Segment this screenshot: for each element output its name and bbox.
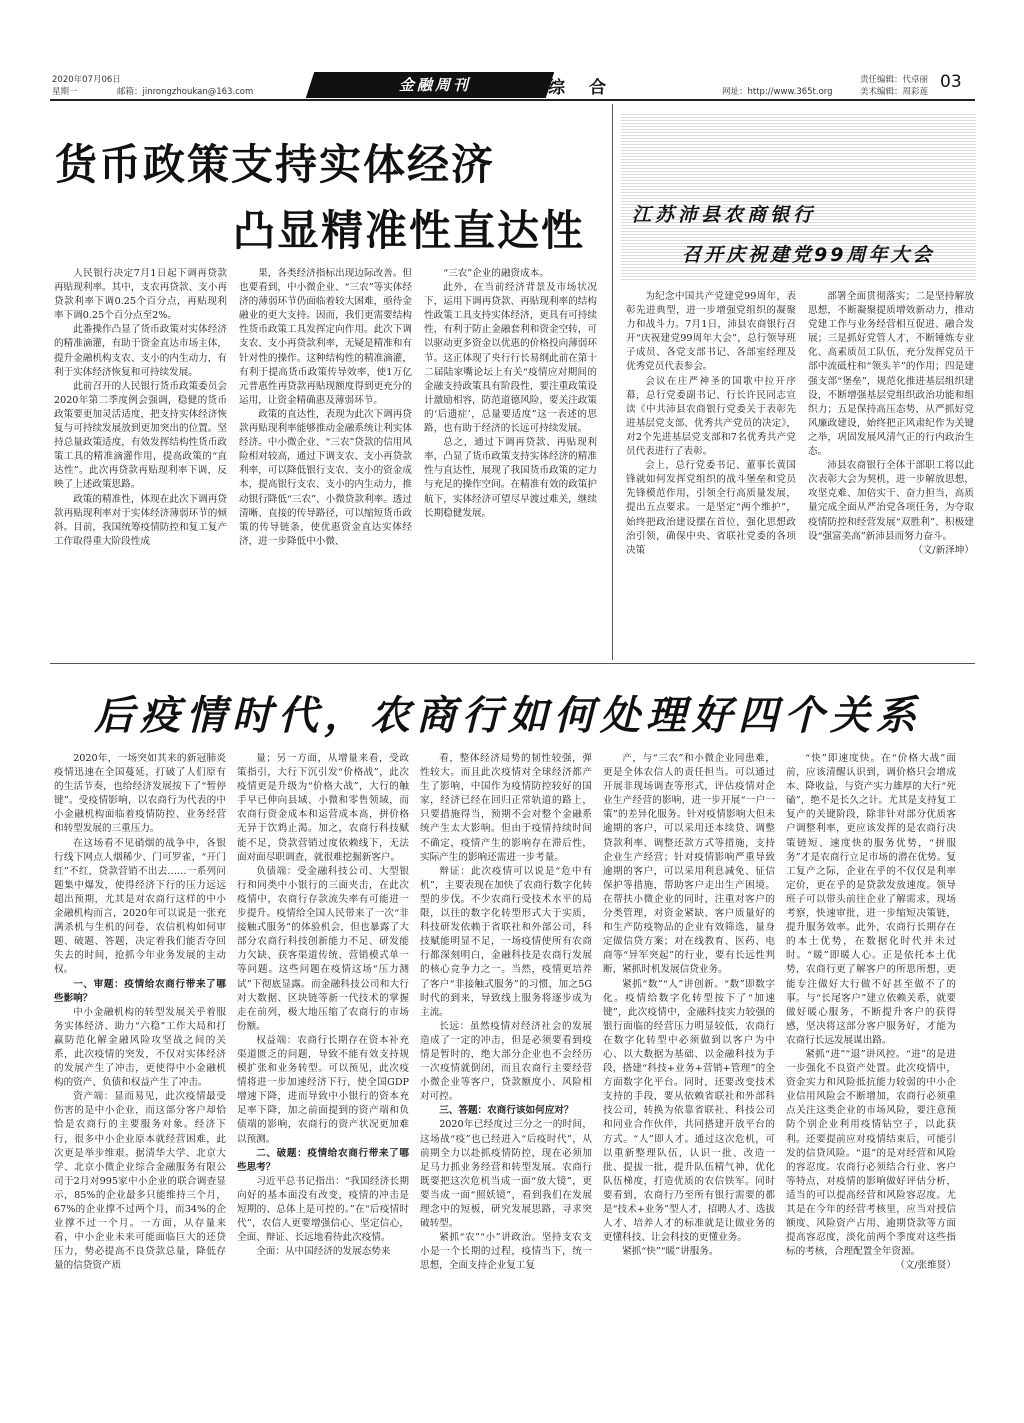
paragraph: “三农”企业的融资成本。: [443, 268, 549, 279]
paragraph: 在这场看不见硝烟的战争中，各银行线下网点人烟稀少、门可罗雀，“开门红”不红，贷款营销不出去……一系列问题集中爆发，使得经济下行的压力远远超出预期，尤其是对农商行这样的中小金融机构而言，2020年可以说是一张充满杀机与生机的问卷，农信机构如何审题、破题、答题，决定着我们能否夺回失去的时间，抢抓今年业务发展的主动权。: [54, 837, 226, 976]
article1-title-line2: 凸显精准性直达性: [233, 206, 586, 255]
paragraph: 总之，通过下调再贷款、再贴现利率，凸显了货币政策支持实体经济的精准性与直达性，展现了我国货币政策的定力与充足的操作空间。在精准有效的政策护航下，实体经济可望尽早渡过难关，继续长期稳健发展。: [424, 437, 597, 519]
section-subheading: 一、审题：疫情给农商行带来了哪些影响？: [54, 978, 226, 1004]
header-email: 邮箱：jinrongzhoukan@163.com: [117, 87, 254, 97]
masthead-title: 金融周刊: [398, 76, 471, 94]
paragraph: 2020年已经度过三分之一的时间，这场战“疫”也已经进入“后疫时代”，从前期全力以赴抓疫情防控，现在必须加足马力抓业务经营和转型发展。农商行既要把这次危机当成一面“放大镜”，更要当成一面“照妖镜”，看到我们在发展理念中的短板，研究发展思路，寻求突破转型。: [420, 1119, 592, 1230]
article1-col1: [54, 267, 227, 585]
section-subheading: 二、破题：疫情给农商行带来了哪些思考？: [237, 1147, 409, 1173]
paragraph: 沛县农商银行全体干部职工将以此次表彰大会为契机，进一步解放思想，攻坚克难、加倍实干、奋力担当，高质量完成全面从严治党各项任务，为夺取疫情防控和经营发展“双胜利”、积极建设“强富美高”新沛县而努力奋斗。: [808, 460, 974, 542]
paragraph: 全面：从中国经济的发展态势来: [256, 1246, 391, 1258]
paragraph: 负债端：受金融科技公司、大型银行和同类中小银行的三面夹击，在此次疫情中，农商行存款流失率有可能进一步提升。疫情给全国人民带来了一次“非接触式服务”的体验机会，但也暴露了大部分农商行科技创新能力不足、研发能力欠缺、获客渠道传统、营销模式单一等问题。这些问题在疫情这场“压力测试”下彻底显露。而金融科技公司和大行对大数据、区块链等新一代技术的掌握走在前列，极大地压缩了农商行的市场份额。: [237, 865, 409, 1032]
paragraph: 习近平总书记指出：“我国经济长期向好的基本面没有改变，疫情的冲击是短期的、总体上是可控的。”在“后疫情时代”，农信人更要增强信心、坚定信心，全面、辩证、长远地看待此次疫情。: [237, 1175, 409, 1244]
paragraph: 资产端：显而易见，此次疫情最受伤害的是中小企业，而这部分客户却恰恰是农商行的主要服务对象。经济下行，很多中小企业原本就经营困难，此次更是举步维艰。据清华大学、北京大学、北京小微企业综合金融服务有限公司于2月对995家中小企业的联合调查显示，85%的企业最多只能维持三个月，67%的企业撑不过两个月，而34%的企业撑不过一个月。一方面，从存量来看，中小企业未来可能面临巨大的还贷压力，势必提高不良贷款总量，降低存量的信贷资产质: [54, 1091, 226, 1272]
paragraph: 中小金融机构的转型发展关乎着服务实体经济、助力“六稳”工作大局和打赢防范化解金融风险攻坚战之间的关系，此次疫情的突发，不仅对实体经济的发展产生了冲击，更使得中小金融机构的资产、负债和权益产生了冲击。: [54, 1006, 226, 1089]
paragraph: 2020年，一场突如其来的新冠肺炎疫情迅速在全国蔓延，打破了人们原有的生活节奏，也给经济发展按下了“暂停键”。受疫情影响，以农商行为代表的中小金融机构面临着疫情防控、业务经营和转型发展的三重压力。: [54, 753, 226, 835]
paragraph: 部署全面贯彻落实；二是坚持解放思想，不断凝聚提质增效新动力，推动党建工作与业务经营相互促进、融合发展；三是抓好党管人才，不断锤炼专业化、高素质员工队伍，充分发挥党员干部中流砥柱和“领头羊”的作用；四是建强支部“堡垒”，规范化推进基层组织建设，不断增强基层党组织政治功能和组织力；五是保持高压态势，从严抓好党风廉政建设，始终把正风肃纪作为关键之举，巩固发展风清气正的行内政治生态。: [808, 291, 974, 458]
paragraph: 量；另一方面，从增量来看，受政策指引，大行下沉引发“价格战”，此次疫情更是升级为“价格大战”，大行的触手早已伸向县域、小微和零售领域，而农商行资金成本和运营成本高，拼价格无异于饮鸩止渴。加之，农商行科技赋能不足，贷款营销过度依赖线下，无法面对面尽职调查，就很难挖掘新客户。: [237, 753, 409, 863]
paragraph: 看，整体经济局势的韧性较强，弹性较大。而且此次疫情对全球经济都产生了影响，中国作为疫情防控较好的国家，经济已经在回归正常轨道的路上，只要措施得当，预期不会对整个金融系统产生太大影响。但由于疫情持续时间不确定，疫情产生的影响存在滞后性，实际产生的影响还需进一步考量。: [420, 753, 592, 863]
paragraph: 长远：虽然疫情对经济社会的发展造成了一定的冲击，但是必须要看到疫情是暂时的，绝大部分企业也不会经历一次疫情就倒闭，而且农商行主要经营小微企业等客户，贷款额度小、风险相对可控。: [420, 1020, 592, 1103]
article2-col2: [808, 290, 974, 620]
article3-col3: [420, 752, 592, 1397]
article1-col2: [239, 267, 412, 585]
page-number: 03: [940, 72, 962, 92]
header-editor: 责任编辑：代卓丽: [860, 75, 929, 85]
paragraph: 紧抓“快”“暖”讲服务。: [622, 1246, 719, 1258]
paragraph: 会议在庄严神圣的国歌中拉开序幕，总行党委副书记、行长许民同志宣读《中共沛县农商银行党委关于表彰先进基层党支部、优秀共产党员的决定》，对2个先进基层党支部和7名优秀共产党员代表进行了表彰。: [626, 375, 796, 458]
paragraph: 为纪念中国共产党建党99周年，表彰先进典型，进一步增强党组织的凝聚力和战斗力。7月1日，沛县农商银行召开“庆祝建党99周年大会”，总行领导班子成员、各党支部书记、各部室经理及优秀党员代表参会。: [626, 291, 796, 373]
paragraph: 产，与“三农”和小微企业同患难，更是全体农信人的责任担当。可以通过开展非现场调查等形式，评估疫情对企业生产经营的影响，进一步开展“一户一策”的差异化服务。针对疫情影响大但未逾期的客户，可以采用还本续贷、调整贷款利率、调整还款方式等措施，支持企业生产经营；针对疫情影响严重导致逾期的客户，可以采用利息减免、征信保护等措施，帮助客户走出生产困境。在帮扶小微企业的同时，注重对客户的分类管理，对资金紧缺、客户质量好的和生产防疫物品的企业有效筛选，量身定做信贷方案；对在线教育、医药、电商等“异军突起”的行业，要有长远性判断，紧抓时机发展信贷业务。: [603, 753, 775, 976]
paragraph: 此外，在当前经济背景及市场状况下，运用下调再贷款、再贴现利率的结构性政策工具支持实体经济，更具有可持续性，有利于防止金融套利和资金空转，可以驱动更多资金以优惠的价格投向薄弱环节。这正体现了央行行长易纲此前在第十二届陆家嘴论坛上有关“疫情应对期间的金融支持政策具有阶段性，要注重政策设计激励相容，防范道德风险，要关注政策的‘后遗症’，总量要适度”这一表述的思路，也有助于经济的长远可持续发展。: [424, 282, 597, 435]
article-divider: [612, 104, 613, 660]
article3-col1: [54, 752, 226, 1397]
header-rule: [50, 99, 975, 101]
header-designer: 美术编辑：周彩莲: [860, 87, 929, 97]
article3-col4: [603, 752, 775, 1397]
paragraph: 权益端：农商行长期存在资本补充渠道匮乏的问题，导致不能有效支持规模扩张和业务转型。可以预见，此次疫情将进一步加速经济下行，使全国GDP增速下降，进而导致中小银行的资本充足率下降，加之前面提到的资产端和负债端的影响，农商行的资产状况更加难以预测。: [237, 1034, 409, 1145]
article1-col3: [424, 267, 597, 585]
header-website: 网址：http://www.365t.org: [722, 87, 833, 97]
paragraph: 果，各类经济指标出现边际改善。但也要看到，中小微企业、“三农”等实体经济的薄弱环节仍面临着较大困难，亟待金融业的更大支持。因而，我们更需要结构性货币政策工具发挥定向作用。此次下调支农、支小再贷款利率，无疑是精准和有针对性的操作。这种结构性的精准滴灌，有利于提高货币政策传导效率，使1万亿元普惠性再贷款再贴现额度得到更充分的运用，让资金精确惠及薄弱环节。: [239, 268, 412, 406]
paragraph: “快”即速度快。在“价格大战”面前，应该清醒认识到，调价格只会增成本、降收益，与资产实力雄厚的大行“死磕”，绝不是长久之计。尤其是支持复工复产的关键阶段，除非针对部分优质客户调整利率，更应该发挥的是农商行决策链短、速度快的服务优势，“拼服务”才是农商行立足市场的潜在优势。复工复产之际，企业在乎的不仅仅是利率定价，更在乎的是贷款发放速度。领导班子可以带头前往企业了解需求，现场考察，快速审批，进一步缩短决策链，提升服务效率。此外，农商行长期存在的本土优势，在数据化时代并未过时。“暖”即暖人心。正是依托本土优势，农商行更了解客户的所思所想，更能专注做好大行做不好甚至做不了的事。与“长尾客户”建立依赖关系，就要做好暖心服务，不断提升客户的获得感，坚决将这部分客户服务好，才能为农商行长远发展谋出路。: [786, 753, 956, 1046]
paragraph: 此前召开的人民银行货币政策委员会2020年第二季度例会强调，稳健的货币政策要更加灵活适度，把支持实体经济恢复与可持续发展放到更加突出的位置。坚持总量政策适度，有效发挥结构性货币政策工具的精准滴灌作用，提高政策的“直达性”。此次再贷款再贴现利率下调，反映了上述政策思路。: [54, 380, 227, 491]
byline: （文/新泽坤）: [913, 544, 974, 556]
header-date: 2020年07月06日: [52, 75, 121, 85]
section-subheading: 三、答题：农商行该如何应对？: [439, 1105, 574, 1117]
paragraph: 人民银行决定7月1日起下调再贷款再贴现利率。其中，支农再贷款、支小再贷款利率下调0.25个百分点，再贴现利率下调0.25个百分点至2%。: [54, 268, 227, 322]
paragraph: 会上，总行党委书记、董事长黄国锋就如何发挥党组织的战斗堡垒和党员先锋模范作用，引领全行高质量发展，提出五点要求。一是坚定“两个维护”，始终把政治建设摆在首位，强化思想政治引领，确保中央、省联社党委的各项决策: [626, 460, 796, 556]
article1-title-line1: 货币政策支持实体经济: [55, 140, 496, 189]
article3-title: 后疫情时代，农商行如何处理好四个关系: [94, 693, 922, 739]
paragraph: 政策的精准性，体现在此次下调再贷款再贴现利率对于实体经济薄弱环节的倾斜。目前，我国统筹疫情防控和复工复产工作取得重大阶段性成: [54, 493, 227, 547]
article3-col2: [237, 752, 409, 1397]
paragraph: 辩证：此次疫情可以说是“危中有机”，主要表现在加快了农商行数字化转型的步伐。不少农商行受技术水平的局限，以往的数字化转型形式大于实质，科技研发依赖于省联社和外部公司，科技赋能明显不足，一场疫情使所有农商行都深刻明白，金融科技是农商行发展的核心竞争力之一。当然，疫情更培养了客户“非接触式服务”的习惯，加之5G时代的到来，导致线上服务将逐步成为主流。: [420, 865, 592, 1018]
article2-title-line1: 江苏沛县农商银行: [632, 204, 817, 226]
byline: （文/张维贤）: [895, 1260, 956, 1272]
section-title: 综合: [548, 78, 630, 98]
article3-col5: [786, 752, 956, 1397]
header-weekday: 星期一: [52, 87, 78, 97]
section-rule: [50, 663, 975, 664]
article2-title-line2: 召开庆祝建党99周年大会: [682, 244, 935, 266]
article2-col1: [626, 290, 796, 620]
paragraph: 此番操作凸显了货币政策对实体经济的精准滴灌，有助于资金直达市场主体，提升金融机构支农、支小的内生动力，有利于实体经济恢复和可持续发展。: [54, 324, 227, 378]
paragraph: 紧抓“数”“人”讲创新。“数”即数字化。疫情给数字化转型按下了“加速键”，此次疫情中，金融科技实力较强的银行面临的经营压力明显较低，农商行在数字化转型中必须做到以客户为中心、以大数据为基础、以金融科技为手段，搭建“科技+业务+营销+管理”的全方面数字化平台。同时，还要改变技术支持的手段，要从依赖省联社和外部科技公司，转换为依靠省联社、科技公司和同业合作伙伴，共同搭建开放平台的方式。“人”即人才。通过这次危机，可以重新整理队伍，认识一批、改造一批、提拔一批，提升队伍精气神，优化队伍梯度，打造优质的农信铁军。同时要看到，农商行乃至所有银行需要的都是“技术+业务”型人才，招聘人才、选拔人才、培养人才的标准就是让做业务的更懂科技、让会科技的更懂业务。: [603, 978, 775, 1244]
paragraph: 政策的直达性，表现为此次下调再贷款再贴现利率能够推动金融系统让利实体经济。中小微企业、“三农”贷款的信用风险相对较高，通过下调支农、支小再贷款利率，可以降低银行支农、支小的资金成本，提高银行支农、支小的内生动力，推动银行降低“三农”、小微贷款利率。透过清晰、直接的传导路径，可以缩短货币政策的传导链条，使优惠资金直达实体经济，进一步降低中小微、: [239, 408, 412, 547]
paragraph: 紧抓“农”“小”讲政治。坚持支农支小是一个长期的过程，疫情当下，统一思想，全面支持企业复工复: [420, 1232, 592, 1272]
paragraph: 紧抓“进”“退”讲风控。“进”的是进一步强化不良资产处置。此次疫情中，资金实力和风险抵抗能力较弱的中小企业信用风险会不断增加，农商行必须重点关注这类企业的市场风险，要注意预防个别企业利用疫情钻空子，以此获利。还要提前应对疫情结束后，可能引发的信贷风险。“退”的是对经营和风险的容忍度。农商行必须结合行业、客户等特点，对疫情的影响做好评估分析，适当的可以提高经营和风险容忍度。尤其是在今年的经营考核里，应当对授信额度、风险资产占用、逾期贷款等方面提高容忍度，淡化前两个季度对这些指标的考核，合理配置全年资源。: [786, 1048, 956, 1258]
